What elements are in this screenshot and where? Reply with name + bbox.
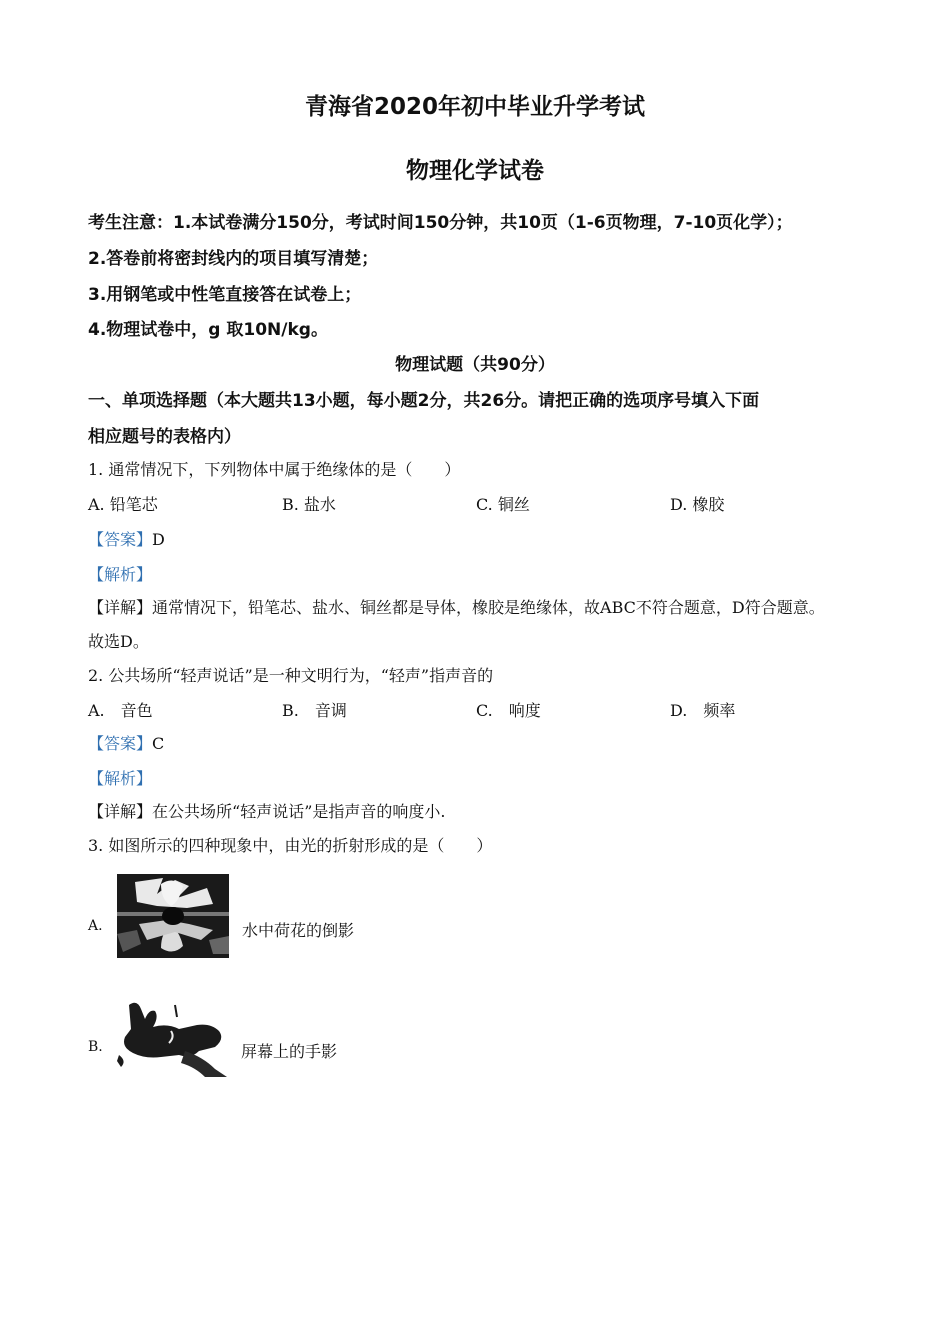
q2-option-c: C. 响度 [476,701,541,720]
q1-option-c: C. 铜丝 [476,495,530,514]
answer-value: C [152,734,165,753]
q3-option-b-text: 屏幕上的手影 [241,1042,338,1061]
q1-option-d: D. 橡胶 [670,495,725,514]
q1-option-b: B. 盐水 [282,495,336,514]
q3-option-a-label: A. [88,918,103,934]
part1-heading-line2: 相应题号的表格内） [88,427,241,447]
q3-option-a-text: 水中荷花的倒影 [242,921,355,940]
answer-value: D [152,530,165,549]
q1-analysis-tag: 【解析】 [88,565,153,584]
q1-stem: 1. 通常情况下，下列物体中属于绝缘体的是（ ） [88,460,461,479]
answer-tag: 【答案】 [88,734,153,753]
q1-detail [88,595,825,618]
note-line-4: 4.物理试卷中，g 取10N/kg。 [88,320,328,340]
q3-option-b-label: B. [88,1039,103,1055]
q2-answer [88,731,164,754]
q2-option-b: B. 音调 [282,701,347,720]
detail-text: 在公共场所“轻声说话”是指声音的响度小. [152,802,446,821]
q1-option-a: A. 铅笔芯 [88,495,158,514]
q2-detail [88,799,445,822]
note-line-1: 考生注意：1.本试卷满分150分，考试时间150分钟，共10页（1-6页物理，7-10页化学）； [88,213,793,233]
part1-heading-line1: 一、单项选择题（本大题共13小题，每小题2分，共26分。请把正确的选项序号填入下面 [88,391,760,411]
detail-tag: 【详解】 [88,802,153,821]
q3-stem: 3. 如图所示的四种现象中，由光的折射形成的是（ ） [88,836,493,855]
q2-analysis-tag: 【解析】 [88,769,153,788]
q1-answer [88,527,165,550]
exam-subtitle: 物理化学试卷 [406,158,544,184]
q2-stem: 2. 公共场所“轻声说话”是一种文明行为，“轻声”指声音的 [88,666,494,685]
note-line-2: 2.答卷前将密封线内的项目填写清楚； [88,249,379,269]
q2-option-d: D. 频率 [670,701,736,720]
exam-title: 青海省2020年初中毕业升学考试 [304,94,645,120]
detail-tag: 【详解】 [88,598,153,617]
answer-tag: 【答案】 [88,530,153,549]
q1-conclusion: 故选D。 [88,632,149,651]
note-line-3: 3.用钢笔或中性笔直接答在试卷上； [88,285,362,305]
detail-text: 通常情况下，铅笔芯、盐水、铜丝都是导体，橡胶是绝缘体，故ABC不符合题意，D符合题意。 [152,598,825,617]
section-title: 物理试题（共90分） [395,355,555,375]
hand-shadow-image [115,997,229,1079]
lotus-reflection-image [117,874,229,958]
q2-option-a: A. 音色 [88,701,153,720]
